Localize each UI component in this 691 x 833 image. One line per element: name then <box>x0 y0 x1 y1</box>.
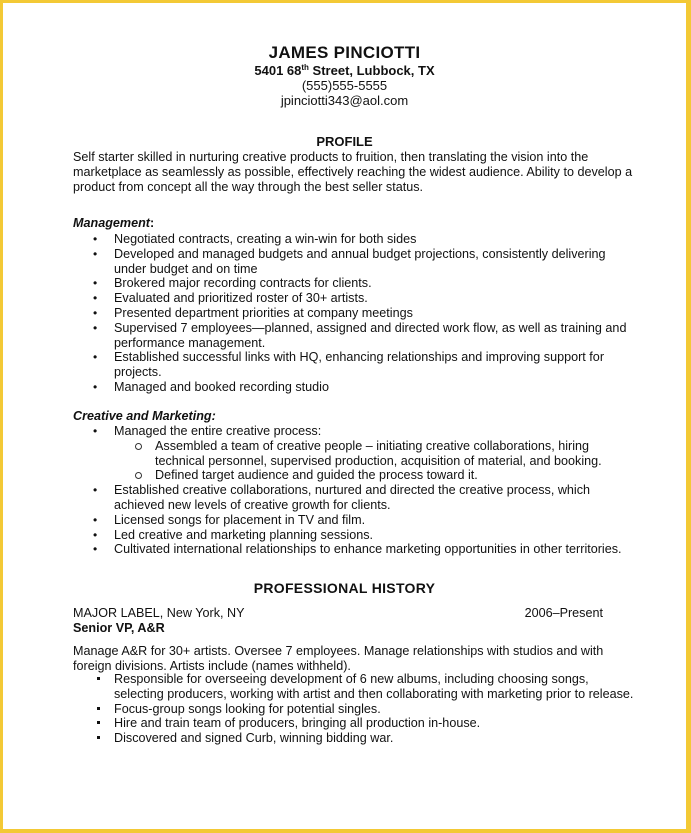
list-item <box>93 291 634 306</box>
creative-marketing-heading: Creative and Marketing: <box>73 409 216 423</box>
list-item <box>114 672 634 702</box>
bullet-icon: • <box>93 527 98 542</box>
square-bullet-icon <box>97 707 100 710</box>
list-item <box>93 483 634 513</box>
list-item-text: Responsible for overseeing development of 6 new albums, including choosing songs, selecting producers, working with artist and then collaborating with marketing prior to release. <box>114 672 634 701</box>
professional-history-heading: PROFESSIONAL HISTORY <box>253 580 436 596</box>
sub-list-item-text: Assembled a team of creative people – initiating creative collaborations, hiring technical personnel, supervised production, acquisition of material, and booking. <box>155 438 602 468</box>
bullet-icon: • <box>93 542 98 557</box>
bullet-icon: • <box>93 320 98 335</box>
list-item <box>93 424 634 483</box>
bullet-icon: • <box>93 483 98 498</box>
list-item-text: Supervised 7 employees—planned, assigned and directed work flow, as well as training and performance management. <box>114 320 627 350</box>
list-item-text: Established creative collaborations, nurtured and directed the creative process, which achieved new levels of creative growth for clients. <box>114 483 591 512</box>
list-item-text: Hire and train team of producers, bringing all production in-house. <box>114 716 481 731</box>
address-suffix: th <box>301 63 309 72</box>
management-heading-colon: : <box>149 216 155 230</box>
list-item <box>93 246 634 277</box>
address-number: 5401 68 <box>254 63 302 78</box>
bullet-icon: • <box>93 379 98 394</box>
creative-process-sublist <box>155 439 625 483</box>
bullet-icon: • <box>93 424 98 438</box>
profile-summary: Self starter skilled in nurturing creative products to fruition, then translating the vision into the marketplace as seamlessly as possible, effectively reaching the widest audience. Ability to develop a product from concept all the way through the best seller status. <box>73 150 633 194</box>
sub-list-item <box>155 439 625 469</box>
list-item-text: Cultivated international relationships to enhance marketing opportunities in other territories. <box>114 542 622 557</box>
list-item <box>93 350 634 380</box>
responsibilities-list <box>114 672 634 746</box>
circle-bullet-icon <box>135 443 142 450</box>
list-item-text: Discovered and signed Curb, winning bidding war. <box>114 731 394 746</box>
management-heading <box>73 216 154 230</box>
list-item-text: Focus-group songs looking for potential singles. <box>114 701 381 716</box>
list-item-text: Negotiated contracts, creating a win-win for both sides <box>114 232 417 246</box>
list-item-text: Licensed songs for placement in TV and film. <box>114 512 366 527</box>
list-item-text: Developed and managed budgets and annual budget projections, consistently delivering under budget and on time <box>114 246 606 276</box>
management-heading-text: Management <box>73 216 150 230</box>
list-item-text: Established successful links with HQ, enhancing relationships and improving support for projects. <box>114 350 605 380</box>
bullet-icon: • <box>93 232 98 246</box>
resume-page <box>3 3 686 829</box>
candidate-name: JAMES PINCIOTTI <box>268 43 421 62</box>
email-address: jpinciotti343@aol.com <box>280 93 409 108</box>
list-item <box>93 379 634 395</box>
management-list <box>93 232 634 395</box>
bullet-icon: • <box>93 291 98 306</box>
list-item-text: Presented department priorities at company meetings <box>114 305 413 320</box>
sub-list-item <box>155 468 625 483</box>
list-item <box>114 702 634 717</box>
list-item <box>93 320 634 351</box>
list-item <box>93 527 634 543</box>
square-bullet-icon <box>97 736 100 739</box>
job-title: Senior VP, A&R <box>73 621 165 635</box>
phone-number: (555)555-5555 <box>301 78 388 93</box>
list-item-text: Evaluated and prioritized roster of 30+ artists. <box>114 291 368 306</box>
square-bullet-icon <box>97 677 100 680</box>
list-item <box>114 716 634 731</box>
list-item <box>93 232 634 247</box>
bullet-icon: • <box>93 276 98 291</box>
bullet-icon: • <box>93 350 98 365</box>
list-item <box>114 731 634 746</box>
bullet-icon: • <box>93 246 98 261</box>
address-line <box>3 63 686 78</box>
profile-heading: PROFILE <box>316 134 373 149</box>
list-item-text: Led creative and marketing planning sessions. <box>114 527 374 542</box>
employer-name: MAJOR LABEL, New York, NY <box>73 606 245 620</box>
job-summary: Manage A&R for 30+ artists. Oversee 7 employees. Manage relationships with studios and with foreign divisions. Artists include (names withheld). <box>73 644 604 673</box>
list-item-text: Managed and booked recording studio <box>114 379 329 394</box>
list-item <box>93 305 634 321</box>
bullet-icon: • <box>93 512 98 527</box>
employment-dates: 2006–Present <box>524 606 603 620</box>
circle-bullet-icon <box>135 472 142 479</box>
address-street: Street, Lubbock, TX <box>308 63 435 78</box>
list-item <box>93 542 634 557</box>
list-item-text: Managed the entire creative process: <box>114 424 322 438</box>
employer-line <box>73 606 603 620</box>
list-item <box>93 276 634 291</box>
creative-marketing-list <box>93 424 634 557</box>
list-item <box>93 512 634 528</box>
bullet-icon: • <box>93 305 98 320</box>
sub-list-item-text: Defined target audience and guided the process toward it. <box>155 468 478 483</box>
list-item-text: Brokered major recording contracts for clients. <box>114 276 372 291</box>
square-bullet-icon <box>97 721 100 724</box>
